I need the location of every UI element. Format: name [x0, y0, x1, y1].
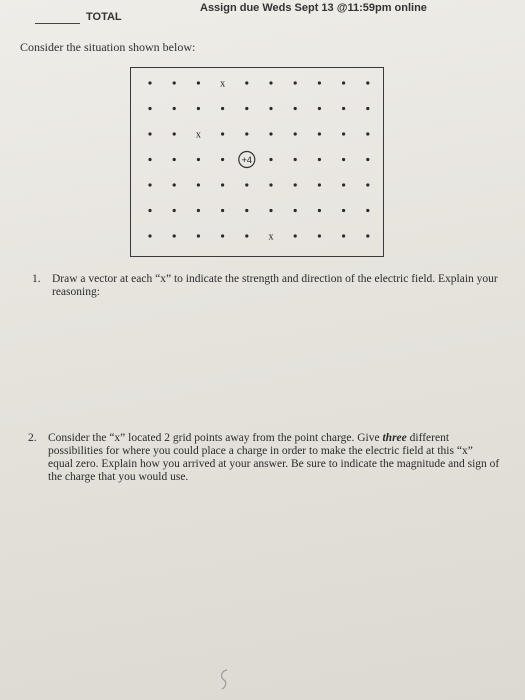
grid-dot — [294, 107, 297, 110]
grid-dot — [294, 81, 297, 84]
grid-dot — [342, 209, 345, 212]
grid-dot — [148, 234, 151, 237]
grid-dot — [342, 234, 345, 237]
question-2 — [28, 432, 500, 484]
grid-dot — [197, 234, 200, 237]
charge-grid-figure — [130, 67, 384, 257]
grid-dot — [318, 107, 321, 110]
grid-dot — [342, 158, 345, 161]
pencil-mark — [218, 667, 232, 691]
grid-dot — [245, 132, 248, 135]
grid-dot — [173, 81, 176, 84]
total-label: TOTAL — [86, 11, 122, 23]
grid-dot — [245, 81, 248, 84]
grid-dot — [318, 209, 321, 212]
grid-dot — [173, 234, 176, 237]
grid-dot — [245, 209, 248, 212]
grid-svg — [131, 68, 385, 258]
question-1-number: 1. — [32, 273, 41, 285]
grid-dot — [318, 132, 321, 135]
grid-dot — [342, 183, 345, 186]
grid-dot — [197, 81, 200, 84]
grid-dot — [173, 158, 176, 161]
header-text: Assign due Weds Sept 13 @11:59pm online — [200, 2, 427, 14]
grid-dot — [366, 209, 369, 212]
x-marker: x — [220, 78, 226, 90]
grid-dot — [148, 209, 151, 212]
grid-dot — [269, 107, 272, 110]
grid-dot — [294, 234, 297, 237]
grid-dot — [197, 183, 200, 186]
grid-dot — [366, 107, 369, 110]
question-2-number: 2. — [28, 432, 37, 444]
grid-dot — [221, 107, 224, 110]
grid-dot — [366, 158, 369, 161]
grid-dot — [342, 132, 345, 135]
grid-dot — [294, 158, 297, 161]
grid-dot — [366, 81, 369, 84]
question-2-emphasis: three — [382, 432, 407, 444]
grid-dot — [148, 158, 151, 161]
point-charge — [239, 152, 255, 168]
grid-dot — [269, 158, 272, 161]
assignment-due-header — [200, 0, 520, 14]
grid-dot — [269, 209, 272, 212]
grid-dot — [148, 132, 151, 135]
grid-dot — [245, 234, 248, 237]
grid-dot — [197, 209, 200, 212]
intro-text: Consider the situation shown below: — [20, 40, 196, 54]
grid-dot — [366, 234, 369, 237]
question-2-text-before: Consider the “x” located 2 grid points away from the point charge. Give — [48, 432, 380, 444]
grid-dot — [318, 234, 321, 237]
grid-dot — [366, 132, 369, 135]
grid-dot — [197, 158, 200, 161]
question-2-text-after: different possibilities for where you could place a charge in order to make the electric field at this “x” equal zero. Explain how you arrived at your answer. Be sure to indicate the magnitude and sign of the charge that you would use. — [48, 432, 500, 483]
grid-dot — [221, 209, 224, 212]
grid-dot — [294, 132, 297, 135]
grid-dot — [318, 183, 321, 186]
grid-dot — [269, 81, 272, 84]
grid-dot — [245, 183, 248, 186]
grid-dot — [245, 107, 248, 110]
point-charge-label: +4 — [241, 155, 252, 165]
grid-dot — [318, 81, 321, 84]
grid-dot — [173, 209, 176, 212]
grid-dot — [269, 132, 272, 135]
grid-dot — [148, 107, 151, 110]
grid-dot — [294, 183, 297, 186]
question-2-text — [48, 432, 500, 484]
total-score-blank — [35, 23, 80, 24]
grid-dot — [197, 107, 200, 110]
grid-dot — [294, 209, 297, 212]
grid-dot — [148, 183, 151, 186]
x-marker: x — [195, 129, 201, 141]
grid-dot — [148, 81, 151, 84]
grid-dot — [221, 234, 224, 237]
grid-dot — [221, 183, 224, 186]
question-1-text: Draw a vector at each “x” to indicate the strength and direction of the electric field. Explain your reasoning: — [52, 273, 498, 298]
question-1 — [32, 273, 512, 299]
grid-dot — [366, 183, 369, 186]
grid-dot — [342, 107, 345, 110]
grid-dot — [173, 183, 176, 186]
grid-dot — [173, 107, 176, 110]
grid-dot — [342, 81, 345, 84]
grid-dot — [173, 132, 176, 135]
grid-dot — [318, 158, 321, 161]
grid-dot — [221, 132, 224, 135]
x-marker: x — [268, 231, 274, 243]
grid-dot — [221, 158, 224, 161]
grid-dot — [269, 183, 272, 186]
